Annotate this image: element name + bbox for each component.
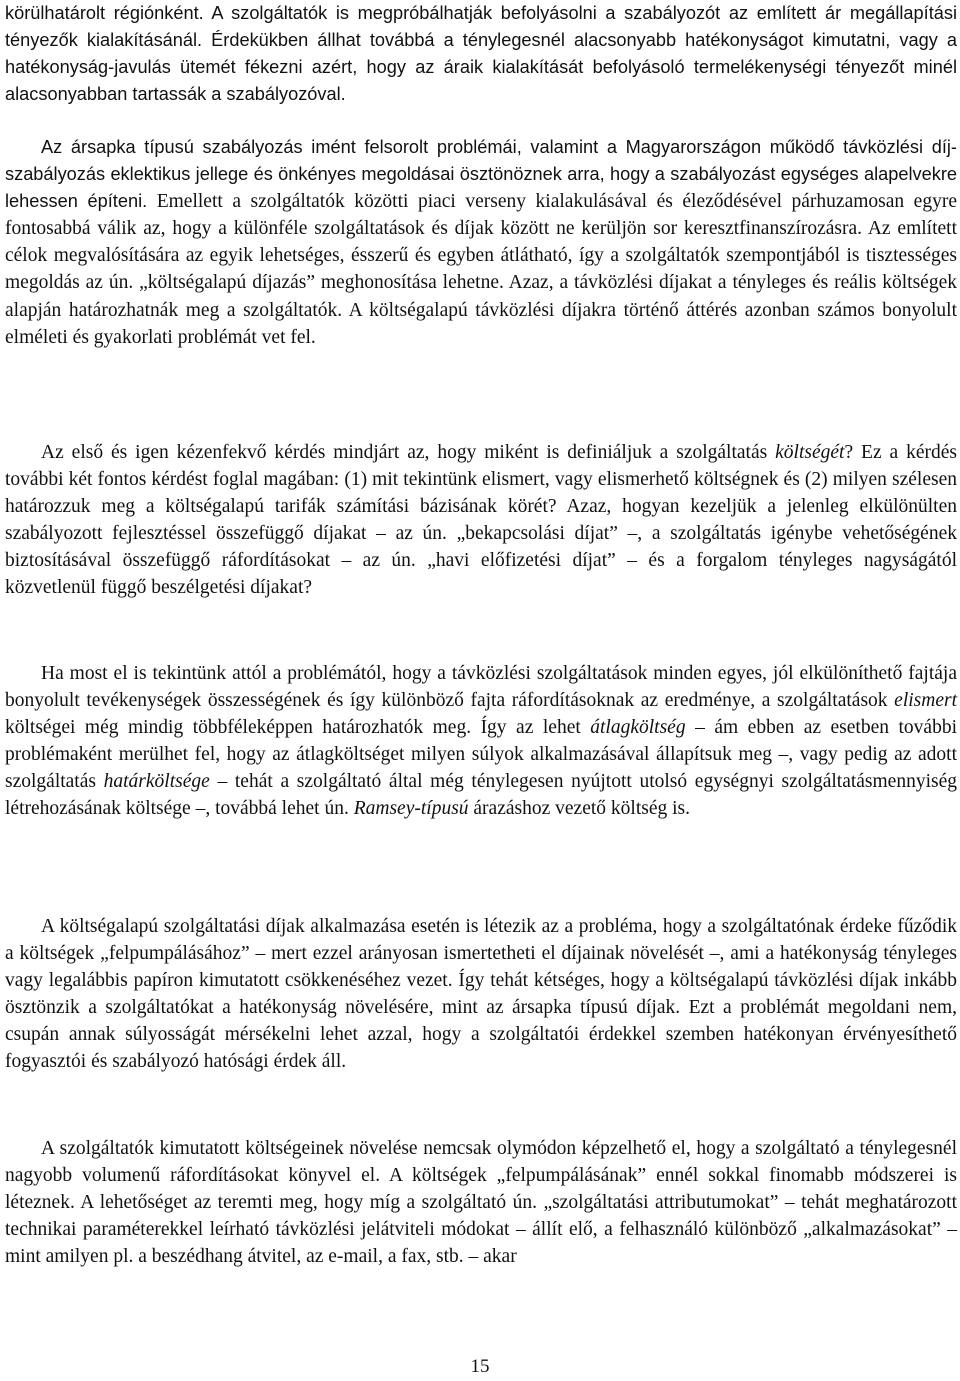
paragraph-4-italic-hatarkoltsege: határköltsége (103, 771, 210, 793)
paragraph-3 (5, 439, 957, 602)
paragraph-6-text: A szolgáltatók kimutatott költségeinek növelése nemcsak olymódon képzelhető el, hogy a szolgáltató a ténylegesnél nagyobb volumenű ráfordításokat könyvel el. A költségek „felpumpálásának” ennél sokkal finomabb módszerei is léteznek. A lehetőséget az teremti meg, hogy míg a szolgáltató ún. „szolgáltatási attributumokat” – tehát meghatározott technikai paraméterekkel leírható távközlési jelátviteli módokat – állít elő, a felhasználó különböző „alkalmazásokat” – mint amilyen pl. a beszédhang átvitel, az e-mail, a fax, stb. – akar (5, 1138, 957, 1268)
paragraph-2-text-a: Az ársapka típusú szabályozás imént felsorolt problémái, valamint a Magyarországon működő távközlési díj-szabályozás eklektikus jellege és önkényes megoldásai ösztönöznek arra, hogy a szabályozást egységes alapelvekre lehessen építeni. (5, 137, 957, 212)
paragraph-3-italic-koltseget: költségét (775, 442, 845, 463)
paragraph-4-italic-atlagkoltseg: átlagköltség (590, 717, 686, 739)
page-number: 15 (470, 1356, 490, 1377)
paragraph-4-text-a: Ha most el is tekintünk attól a problémától, hogy a távközlési szolgáltatások minden egyes, jól elkülöníthető fajtája bonyolult tevékenységek összességének és így különböző fajta ráfordításoknak az eredménye, a szolgáltatások (5, 663, 957, 712)
paragraph-4-text-e: árazáshoz vezető költség is. (468, 798, 690, 820)
paragraph-4-text-c: – ám ebben az esetben további problémaként merülhet fel, hogy az átlagköltséget milyen súlyok alkalmazásával állapítsuk meg –, vagy pedig az adott szolgáltatás (5, 717, 957, 793)
paragraph-4-text-d: – tehát a szolgáltató által még ténylegesen nyújtott utolsó egységnyi szolgáltatásmennyiség létrehozásának költsége –, továbbá lehet ún. (5, 771, 957, 820)
paragraph-4-italic-elismert: elismert (894, 690, 957, 712)
paragraph-4-italic-ramsey: Ramsey-típusú (353, 798, 469, 820)
paragraph-1-text: körülhatárolt régiónként. A szolgáltatók is megpróbálhatják befolyásolni a szabályozót az említett ár megállapítási tényezők kialakításánál. Érdekükben állhat továbbá a ténylegesnél alacsonyabb hatékonyságot kimutatni, vagy a hatékonyság-javulás ütemét fékezni azért, hogy az áraik kialakítását befolyásoló termelékenységi tényezőt minél alacsonyabban tartassák a szabályozóval. (5, 3, 957, 105)
paragraph-1 (5, 0, 957, 108)
paragraph-4 (5, 660, 957, 823)
paragraph-5-text: A költségalapú szolgáltatási díjak alkalmazása esetén is létezik az a probléma, hogy a szolgáltatónak érdeke fűződik a költségek „felpumpálásához” – mert ezzel arányosan ismertetheti el díjainak növelését –, ami a hatékonyság tényleges vagy legalábbis papíron kimutatott csökkenéséhez vezet. Így tehát kétséges, hogy a költségalapú távközlési díjak inkább ösztönzik a szolgáltatókat a hatékonyság növelésére, mint az ársapka típusú díjak. Ezt a problémát megoldani nem, csupán annak súlyosságát mérsékelni lehet azzal, hogy a szolgáltatói érdekkel szemben hatékonyan érvényesíthető fogyasztói és szabályozó hatósági érdek áll. (5, 916, 957, 1073)
paragraph-6 (5, 1135, 957, 1270)
paragraph-4-text-b: költségei még mindig többféleképpen határozhatók meg. Így az lehet (5, 717, 591, 739)
paragraph-3-text-a: Az első és igen kézenfekvő kérdés mindjárt az, hogy miként is definiáljuk a szolgáltatás (41, 442, 776, 463)
paragraph-2-text-b: Emellett a szolgáltatók közötti piaci verseny kialakulásával és éleződésével párhuzamosan egyre fontosabbá válik az, hogy a különféle szolgáltatások és díjak között ne kerüljön sor keresztfinanszírozásra. Az említett célok megvalósítására az egyik lehetséges, ésszerű és egyben átlátható, így a szolgáltatók szempontjából is tisztességes megoldás az ún. „költségalapú díjazás” meghonosítása lehetne. Azaz, a távközlési díjakat a tényleges és reális költségek alapján határozhatnák meg a szolgáltatók. A költségalapú távközlési díjakra történő áttérés azonban számos bonyolult elméleti és gyakorlati problémát vet fel. (5, 191, 957, 348)
paragraph-2 (5, 134, 957, 351)
paragraph-5 (5, 913, 957, 1076)
paragraph-3-text-b: ? Ez a kérdés további két fontos kérdést foglal magában: (1) mit tekintünk elismert, vagy elismerhető költségnek és (2) milyen szélesen határozzuk meg a költségalapú tarifák számítási bázisának körét? Azaz, hogyan kezeljük a jelenleg elkülönülten szabályozott fejlesztéssel összefüggő díjakat – az ún. „bekapcsolási díjat” –, a szolgáltatás igénybe vehetőségének biztosításával összefüggő ráfordításokat – az ún. „havi előfizetési díjat” – és a forgalom tényleges nagyságától közvetlenül függő beszélgetési díjakat? (5, 442, 957, 599)
